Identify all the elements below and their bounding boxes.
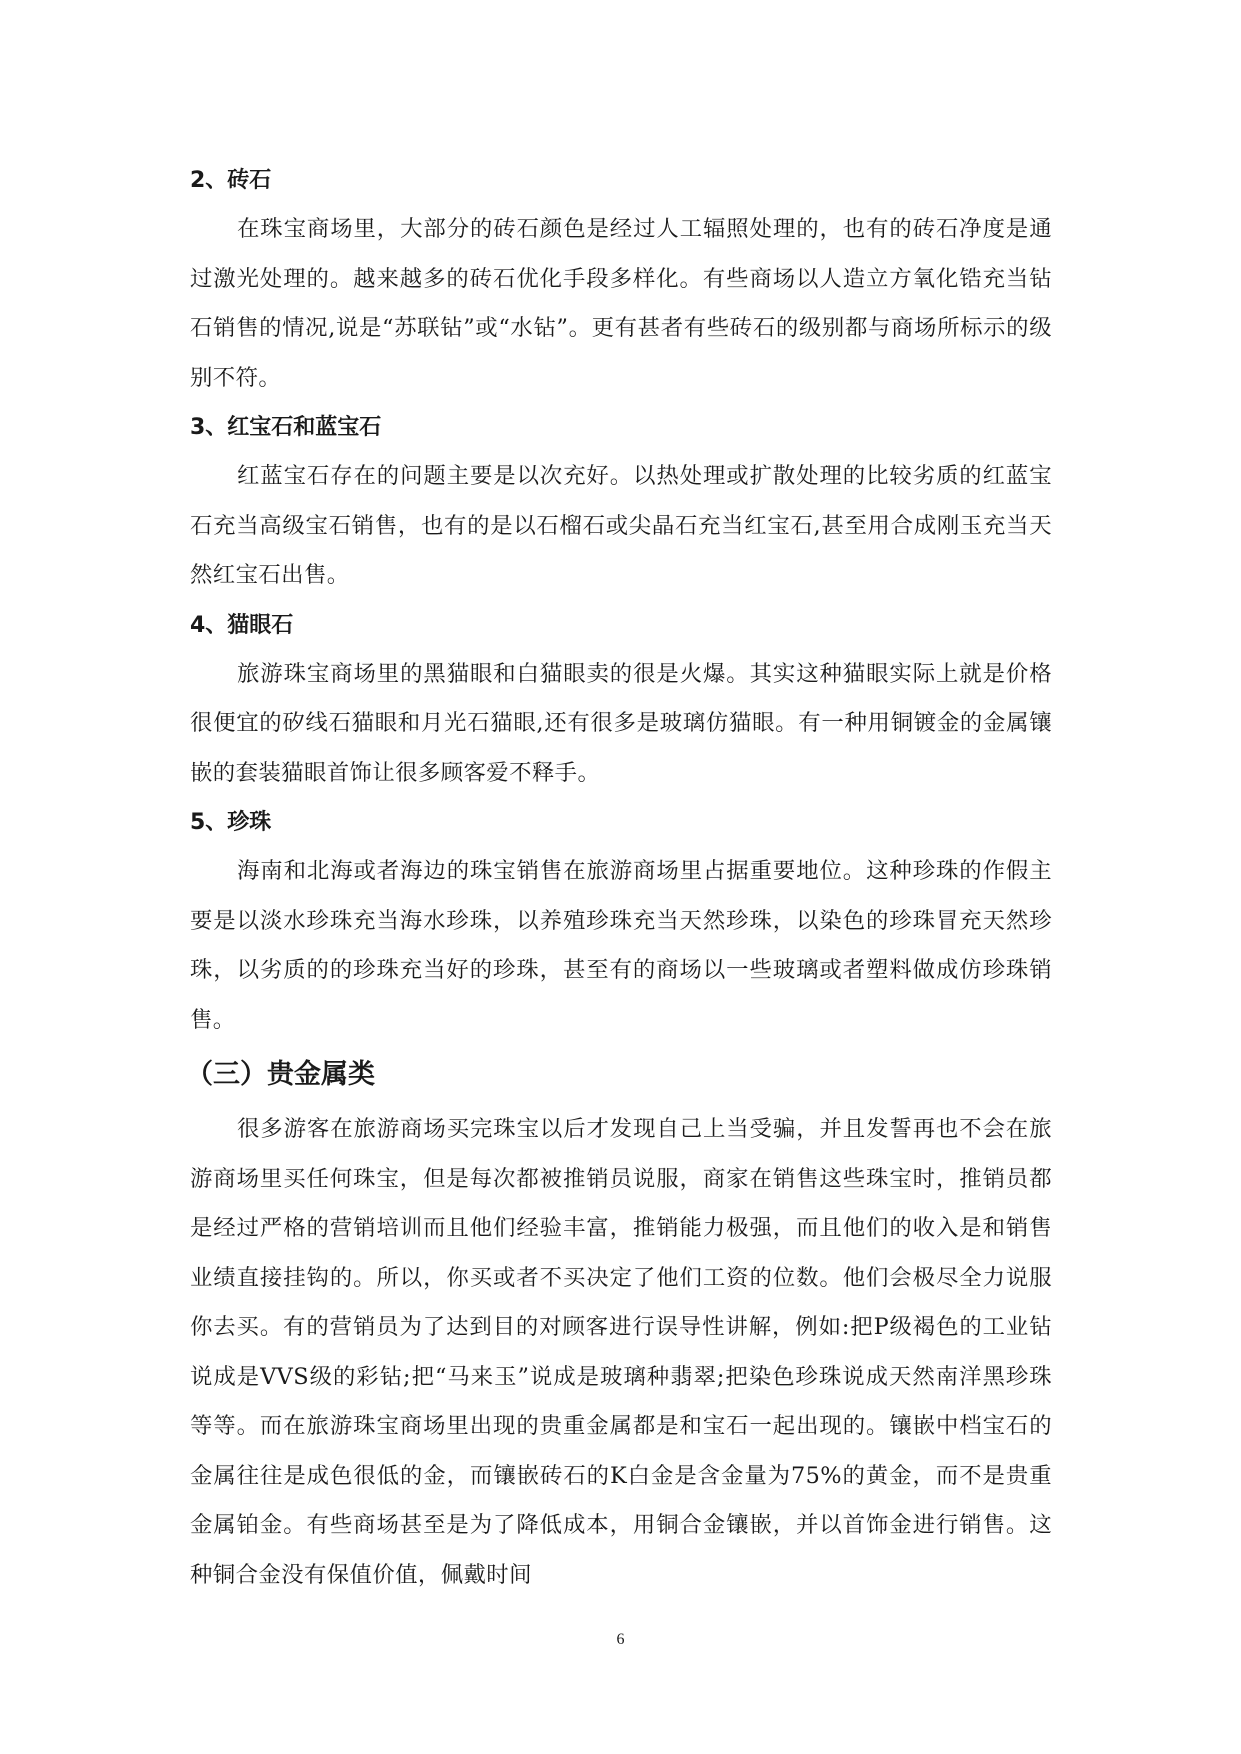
heading-ruby-sapphire: 3、红宝石和蓝宝石 [190,415,382,440]
heading-diamond: 2、砖石 [190,168,272,193]
page-content [186,156,1052,1600]
paragraph-cats-eye: 旅游珠宝商场里的黑猫眼和白猫眼卖的很是火爆。其实这种猫眼实际上就是价格很便宜的矽线石猫眼和月光石猫眼,还有很多是玻璃仿猫眼。有一种用铜镀金的金属镶嵌的套装猫眼首饰让很多顾客爱不释手。 [190,660,1052,786]
paragraph-pearl: 海南和北海或者海边的珠宝销售在旅游商场里占据重要地位。这种珍珠的作假主要是以淡水珍珠充当海水珍珠，以养殖珍珠充当天然珍珠，以染色的珍珠冒充天然珍珠，以劣质的的珍珠充当好的珍珠，甚至有的商场以一些玻璃或者塑料做成仿珍珠销售。 [190,858,1052,1033]
paragraph-diamond: 在珠宝商场里，大部分的砖石颜色是经过人工辐照处理的，也有的砖石净度是通过激光处理的。越来越多的砖石优化手段多样化。有些商场以人造立方氧化锆充当钻石销售的情况,说是“苏联钻”或“水钻”。更有甚者有些砖石的级别都与商场所标示的级别不符。 [190,216,1052,391]
paragraph-precious-metals: 很多游客在旅游商场买完珠宝以后才发现自己上当受骗，并且发誓再也不会在旅游商场里买任何珠宝，但是每次都被推销员说服，商家在销售这些珠宝时，推销员都是经过严格的营销培训而且他们经验丰富，推销能力极强，而且他们的收入是和销售业绩直接挂钩的。所以，你买或者不买决定了他们工资的位数。他们会极尽全力说服你去买。有的营销员为了达到目的对顾客进行误导性讲解，例如:把P级褐色的工业钻说成是VVS级的彩钻;把“马来玉”说成是玻璃种翡翠;把染色珍珠说成天然南洋黑珍珠等等。而在旅游珠宝商场里出现的贵重金属都是和宝石一起出现的。镶嵌中档宝石的金属往往是成色很低的金，而镶嵌砖石的K白金是含金量为75%的黄金，而不是贵重金属铂金。有些商场甚至是为了降低成本，用铜合金镶嵌，并以首饰金进行销售。这种铜合金没有保值价值，佩戴时间 [190,1116,1052,1588]
heading-pearl: 5、珍珠 [190,810,272,835]
heading-cats-eye: 4、猫眼石 [190,612,294,638]
page-number: 6 [616,1631,625,1648]
paragraph-ruby-sapphire: 红蓝宝石存在的问题主要是以次充好。以热处理或扩散处理的比较劣质的红蓝宝石充当高级宝石销售，也有的是以石榴石或尖晶石充当红宝石,甚至用合成刚玉充当天然红宝石出售。 [190,463,1052,588]
section-title-precious-metals: （三）贵金属类 [186,1059,375,1090]
